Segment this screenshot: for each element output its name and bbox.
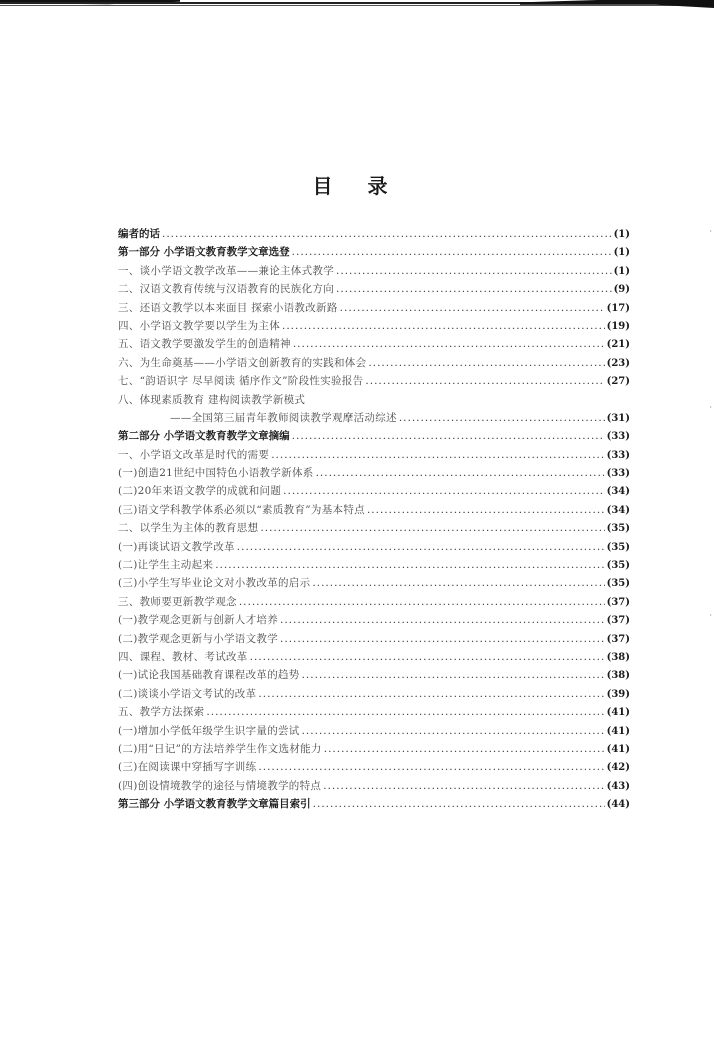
toc-entry-title: 二、以学生为主体的教育思想 <box>118 522 259 535</box>
toc-entry <box>118 611 630 629</box>
toc-entry-title: 三、还语文教学以本来面目 探索小语教改新路 <box>118 301 338 314</box>
toc-entry <box>118 740 630 758</box>
toc-leader-dots <box>324 740 605 758</box>
toc-entry-title: (二)20年来语文教学的成就和问题 <box>118 485 282 498</box>
toc-entry <box>118 758 630 776</box>
toc-page-number: (37) <box>606 596 630 608</box>
toc-page-number: (41) <box>606 725 630 737</box>
toc-page-number: (27) <box>606 376 630 388</box>
toc-entry-title: 七、“韵语识字 尽早阅读 循序作文”阶段性实验报告 <box>118 375 364 388</box>
toc-page-number: (31) <box>606 412 630 424</box>
scan-edge-line-thin <box>0 5 714 6</box>
toc-leader-dots <box>271 446 604 464</box>
toc-entry-title: (一)教学观念更新与创新人才培养 <box>118 614 278 627</box>
toc-entry-title: (二)让学生主动起来 <box>118 559 214 572</box>
toc-entry <box>118 574 630 592</box>
toc-entry-title: (三)在阅读课中穿插写字训练 <box>118 761 257 774</box>
toc-leader-dots <box>365 372 604 390</box>
toc-entry <box>118 722 630 740</box>
toc-leader-dots <box>302 666 605 684</box>
toc-part-heading <box>118 427 630 445</box>
toc-entry <box>118 372 630 390</box>
toc-leader-dots <box>302 722 605 740</box>
toc-page-number: (9) <box>613 284 630 296</box>
toc-entry-title: (一)增加小学低年级学生识字量的尝试 <box>118 724 300 737</box>
toc-page-number: (38) <box>606 651 630 663</box>
toc-entry-title: 一、谈小学语文教学改革——兼论主体式教学 <box>118 264 334 277</box>
toc-entry <box>118 409 630 427</box>
toc-entry-title: (四)创设情境教学的途径与情境教学的特点 <box>118 779 322 792</box>
toc-page-number: (35) <box>606 523 630 535</box>
toc-entry <box>118 630 630 648</box>
toc-leader-dots <box>313 795 605 813</box>
toc-page-number: (39) <box>606 688 630 700</box>
toc-page-number: (38) <box>606 670 630 682</box>
toc-page-number: (34) <box>606 486 630 498</box>
page-title: 目 录 <box>312 174 402 198</box>
toc-page-number: (41) <box>606 707 630 719</box>
toc-leader-dots <box>323 777 604 795</box>
toc-entry-title: 第三部分 小学语文教育教学文章篇目索引 <box>118 798 311 811</box>
toc-page-number: (42) <box>606 762 630 774</box>
toc-entry <box>118 556 630 574</box>
toc-leader-dots <box>237 538 605 556</box>
toc-leader-dots <box>162 225 612 243</box>
scan-margin-mark: · <box>709 227 712 236</box>
toc-leader-dots <box>293 335 605 353</box>
toc-entry-title: 五、教学方法探索 <box>118 706 205 719</box>
toc-page-number: (35) <box>606 541 630 553</box>
toc-leader-dots <box>282 317 605 335</box>
toc-leader-dots <box>250 648 605 666</box>
toc-page-number: (19) <box>606 320 630 332</box>
table-of-contents <box>118 225 630 814</box>
toc-leader-dots <box>292 243 612 261</box>
toc-entry <box>118 685 630 703</box>
toc-page-number: (37) <box>606 633 630 645</box>
toc-leader-dots <box>312 574 604 592</box>
toc-entry-title: (二)用“日记”的方法培养学生作文选材能力 <box>118 742 322 755</box>
toc-page-number: (23) <box>606 357 630 369</box>
toc-entry-title: (二)谈谈小学语文考试的改革 <box>118 687 257 700</box>
toc-part-heading <box>118 243 630 261</box>
toc-entry-title: (一)创造21世纪中国特色小语教学新体系 <box>118 467 314 480</box>
toc-leader-dots <box>215 556 604 574</box>
toc-page-number: (33) <box>606 468 630 480</box>
toc-entry-title: (二)教学观念更新与小学语文教学 <box>118 632 278 645</box>
toc-part-heading <box>118 225 630 243</box>
toc-entry-title: 一、小学语文改革是时代的需要 <box>118 448 270 461</box>
toc-leader-dots <box>258 685 604 703</box>
toc-leader-dots <box>280 630 605 648</box>
toc-entry-title: 八、体现素质教育 建构阅读教学新模式 <box>118 393 306 406</box>
toc-page-number: (44) <box>606 799 630 811</box>
toc-entry-title: (三)语文学科教学体系必须以“素质教育”为基本特点 <box>118 503 365 516</box>
toc-entry <box>118 777 630 795</box>
toc-leader-dots <box>367 501 605 519</box>
toc-entry <box>118 354 630 372</box>
toc-page-number: (35) <box>606 578 630 590</box>
toc-leader-dots <box>336 262 612 280</box>
toc-entry-title: 四、课程、教材、考试改革 <box>118 650 248 663</box>
toc-leader-dots <box>206 703 604 721</box>
toc-part-heading <box>118 795 630 813</box>
toc-page-number: (21) <box>606 339 630 351</box>
toc-entry <box>118 335 630 353</box>
toc-page-number: (1) <box>613 229 630 240</box>
toc-entry <box>118 648 630 666</box>
toc-leader-dots <box>239 593 605 611</box>
toc-entry-title: 四、小学语文教学要以学生为主体 <box>118 319 280 332</box>
toc-entry <box>118 538 630 556</box>
toc-page-number: (1) <box>613 247 630 259</box>
toc-entry <box>118 501 630 519</box>
toc-entry <box>118 593 630 611</box>
toc-page-number: (33) <box>606 449 630 461</box>
toc-leader-dots <box>258 758 604 776</box>
toc-page-number: (37) <box>606 615 630 627</box>
toc-entry-title: 五、语文教学要激发学生的创造精神 <box>118 338 291 351</box>
toc-entry-title: (一)再谈试语文教学改革 <box>118 540 235 553</box>
toc-entry-title: 二、汉语文教育传统与汉语教育的民族化方向 <box>118 283 334 296</box>
toc-page-number: (43) <box>606 780 630 792</box>
toc-entry-title: 第二部分 小学语文教育教学文章摘编 <box>118 430 290 443</box>
toc-page-number: (41) <box>606 743 630 755</box>
toc-entry <box>118 482 630 500</box>
toc-leader-dots <box>283 482 604 500</box>
toc-entry-title: 第一部分 小学语文教育教学文章选登 <box>118 246 290 259</box>
scan-top-edge <box>0 0 714 10</box>
toc-entry <box>118 391 630 409</box>
toc-entry <box>118 299 630 317</box>
toc-entry <box>118 446 630 464</box>
toc-entry <box>118 317 630 335</box>
toc-entry-title: (三)小学生写毕业论文对小教改革的启示 <box>118 577 311 590</box>
toc-page-number: (1) <box>613 265 630 277</box>
toc-entry <box>118 666 630 684</box>
toc-page-number: (17) <box>606 302 630 314</box>
toc-entry <box>118 703 630 721</box>
toc-leader-dots <box>368 354 604 372</box>
toc-leader-dots <box>316 464 605 482</box>
toc-leader-dots <box>260 519 604 537</box>
toc-leader-dots <box>292 427 605 445</box>
scan-margin-mark: · <box>709 611 712 620</box>
toc-entry <box>118 262 630 280</box>
toc-entry-title: 三、教师要更新教学观念 <box>118 595 237 608</box>
scan-margin-mark: · <box>709 403 712 412</box>
toc-entry <box>118 464 630 482</box>
toc-leader-dots <box>336 280 612 298</box>
toc-leader-dots <box>340 299 605 317</box>
toc-entry-title: 编者的话 <box>118 228 160 240</box>
toc-page-number: (33) <box>606 431 630 443</box>
toc-entry <box>118 519 630 537</box>
toc-entry <box>118 280 630 298</box>
toc-page-number: (35) <box>606 560 630 572</box>
toc-page-number: (34) <box>606 504 630 516</box>
toc-entry-title: (一)试论我国基础教育课程改革的趋势 <box>118 669 300 682</box>
toc-entry-title: 六、为生命奠基——小学语文创新教育的实践和体会 <box>118 356 367 369</box>
toc-leader-dots <box>399 409 605 427</box>
toc-entry-title: ——全国第三届青年教师阅读教学观摩活动综述 <box>170 411 397 424</box>
toc-leader-dots <box>280 611 605 629</box>
